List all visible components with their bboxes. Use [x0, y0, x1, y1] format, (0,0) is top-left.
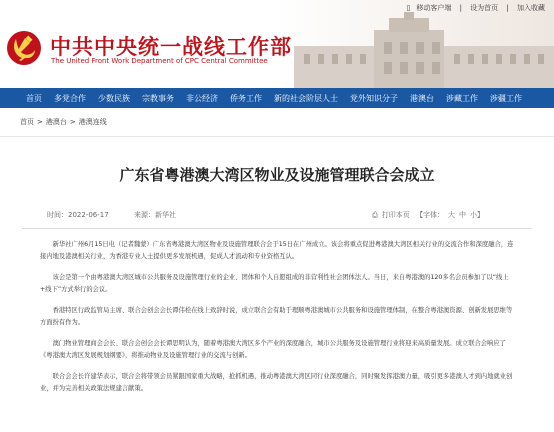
font-medium-button[interactable]: 中: [459, 211, 466, 219]
breadcrumb-separator: >: [69, 118, 76, 126]
breadcrumb-separator: >: [37, 118, 43, 126]
top-links: [403, 3, 548, 13]
font-small-button[interactable]: 小】: [470, 211, 484, 219]
nav-item-minorities[interactable]: 少数民族: [98, 93, 130, 103]
top-link-separator: |: [459, 4, 462, 12]
nav-item-religion[interactable]: 宗教事务: [142, 93, 174, 103]
article-paragraph: 新华社广州6月15日电（记者魏蒙）广东省粤港澳大湾区物业及设施管理联合会于15日在广州成立。该会将重点促进粤港澳大湾区相关行业的交流合作和深度融合，连接内地及港澳相关行业，为香港专业人士提供更多发展机遇，促成人才流动和专业资格互认。: [40, 241, 514, 260]
mobile-client-link[interactable]: 移动客户端: [416, 4, 452, 12]
nav-item-hk-macao-taiwan[interactable]: 港澳台: [410, 93, 434, 103]
site-header: [0, 0, 554, 88]
publish-time: 时间：2022-06-17: [47, 211, 109, 219]
print-icon[interactable]: ⎙: [372, 211, 378, 219]
article-paragraph: 该会是第一个由粤港澳大湾区城市公共服务及设施管理行业的企业、团体和个人自愿组成的非营利性社会团体法人。当日，来自粤港澳的120多名会员参加了以“线上+线下”方式举行的会议。: [40, 274, 509, 293]
article-source: 来源：新华社: [134, 211, 176, 219]
article-tools: [368, 210, 484, 220]
top-link-separator: |: [506, 4, 509, 12]
nav-item-multiparty[interactable]: 多党合作: [54, 93, 86, 103]
mobile-icon: ▯: [406, 4, 411, 12]
set-homepage-link[interactable]: 设为首页: [470, 4, 499, 12]
article-body: [40, 239, 514, 394]
article-meta: [22, 210, 532, 229]
building-image: [254, 12, 554, 88]
add-favorite-link[interactable]: 加入收藏: [517, 4, 545, 12]
main-nav: [0, 88, 554, 108]
breadcrumb-home[interactable]: 首页: [20, 118, 34, 126]
nav-item-home[interactable]: 首页: [26, 93, 42, 103]
nav-item-xinjiang[interactable]: 涉疆工作: [490, 93, 522, 103]
nav-item-intellectuals[interactable]: 党外知识分子: [350, 93, 398, 103]
article-paragraph: 联合会会长许建华表示，联合会将带领会员紧跟国家重大战略，抢抓机遇，推动粤港澳大湾区同行业深度融合，同时聚发挥港澳力量，吸引更多港澳人才到内地就业创业，并为完善相关政策法规建言献策。: [40, 373, 513, 392]
site-title: 中共中央统一战线工作部: [50, 35, 292, 59]
article-paragraph: 香港特区行政监管局主席、联合会创会会长谭伟栓在线上致辞时说，成立联合会有助于理顺粤港澳城市公共服务和设施管理体制，在整合粤港澳资源、创新发展思维等方面扮有作为。: [40, 307, 513, 326]
font-size-label: 【字体：: [416, 211, 444, 219]
article-paragraph: 澳门物业管理商会会长、联合会创会会长谭思明认为，随着粤港澳大湾区多个产业的深度融合，城市公共服务及设施管理行业将迎来高质量发展。成立联合会响应了《粤港澳大湾区发展规划纲要》，将推动物业及设施管理行业的交流与创新。: [40, 340, 506, 359]
nav-item-nonpublic-economy[interactable]: 非公经济: [186, 93, 218, 103]
font-large-button[interactable]: 大: [448, 211, 455, 219]
nav-item-overseas-chinese[interactable]: 侨务工作: [230, 93, 262, 103]
party-emblem-icon: [6, 30, 42, 66]
site-subtitle: The United Front Work Department of CPC Central Committee: [51, 57, 268, 65]
nav-item-tibet[interactable]: 涉藏工作: [446, 93, 478, 103]
breadcrumb-hk-macao-taiwan[interactable]: 港澳台: [45, 118, 67, 126]
breadcrumb: [0, 108, 554, 137]
nav-item-new-social-class[interactable]: 新的社会阶层人士: [274, 93, 338, 103]
print-button[interactable]: 打印本页: [381, 211, 410, 219]
article-title: 广东省粤港澳大湾区物业及设施管理联合会成立: [119, 166, 435, 184]
breadcrumb-hk-macao-link[interactable]: 港澳连线: [78, 118, 107, 126]
